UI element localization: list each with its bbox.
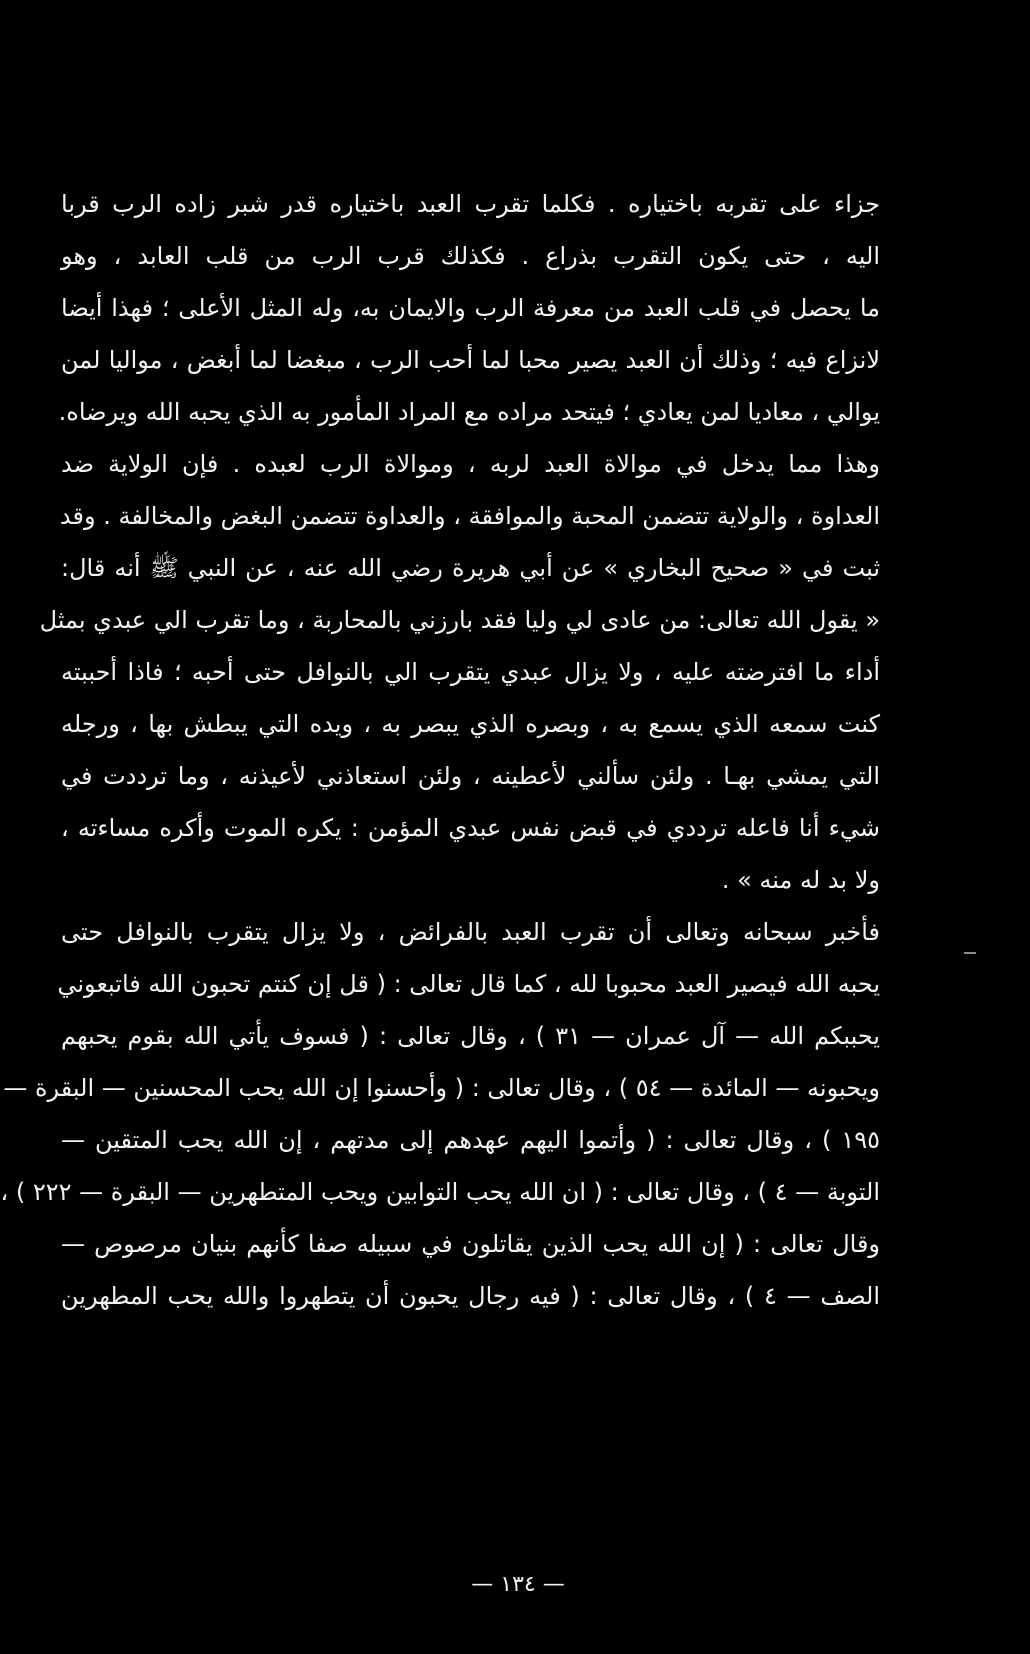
text-line: العداوة ، والولاية تتضمن المحبة والموافقة ، والعداوة تتضمن البغض والمخالفة . وقد	[59, 502, 880, 530]
text-line: التوبة — ٤ ) ، وقال تعالى : ( ان الله يحب التوابين ويحب المتطهرين — البقرة — ٢٢٢ ) ،	[0, 1178, 880, 1206]
margin-mark	[964, 952, 976, 954]
text-line: « يقول الله تعالى: من عادى لي وليا فقد بارزني بالمحاربة ، وما تقرب الي عبدي بمثل	[39, 606, 880, 634]
text-line: ١٩٥ ) ، وقال تعالى : ( وأتموا اليهم عهدهم إلى مدتهم ، إن الله يحب المتقين —	[61, 1126, 880, 1154]
text-line: ثبت في « صحيح البخاري » عن أبي هريرة رضي الله عنه ، عن النبي ﷺ أنه قال:	[61, 554, 880, 582]
text-line: ما يحصل في قلب العبد من معرفة الرب والايمان به، وله المثل الأعلى ؛ فهذا أيضا	[61, 294, 880, 322]
text-line: وقال تعالى : ( إن الله يحب الذين يقاتلون في سبيله صفا كأنهم بنيان مرصوص —	[61, 1230, 880, 1258]
text-line: جزاء على تقربه باختياره . فكلما تقرب العبد باختياره قدر شبر زاده الرب قربا	[61, 190, 880, 218]
page-number: — ١٣٤ —	[471, 1572, 565, 1597]
text-line: كنت سمعه الذي يسمع به ، وبصره الذي يبصر به ، ويده التي يبطش بها ، ورجله	[61, 710, 880, 738]
text-line: وهذا مما يدخل في موالاة العبد لربه ، وموالاة الرب لعبده . فإن الولاية ضد	[61, 450, 880, 478]
text-line: شيء أنا فاعله ترددي في قبض نفس عبدي المؤمن : يكره الموت وأكره مساءته ،	[61, 814, 880, 842]
text-line: اليه ، حتى يكون التقرب بذراع . فكذلك قرب الرب من قلب العابد ، وهو	[61, 242, 880, 270]
text-line: الصف — ٤ ) ، وقال تعالى : ( فيه رجال يحبون أن يتطهروا والله يحب المطهرين	[61, 1282, 880, 1310]
text-line: ولا بد له منه » .	[721, 866, 880, 894]
text-line: أداء ما افترضته عليه ، ولا يزال عبدي يتقرب الي بالنوافل حتى أحبه ؛ فاذا أحببته	[61, 658, 880, 686]
text-line: فأخبر سبحانه وتعالى أن تقرب العبد بالفرائض ، ولا يزال يتقرب بالنوافل حتى	[61, 918, 880, 946]
text-line: لانزاع فيه ؛ وذلك أن العبد يصير محبا لما أحب الرب ، مبغضا لما أبغض ، مواليا لمن	[61, 346, 880, 374]
text-line: يوالي ، معاديا لمن يعادي ؛ فيتحد مراده مع المراد المأمور به الذي يحبه الله ويرضاه.	[58, 398, 880, 426]
text-line: ويحبونه — المائدة — ٥٤ ) ، وقال تعالى : ( وأحسنوا إن الله يحب المحسنين — البقرة —	[3, 1074, 880, 1102]
text-line: يحبه الله فيصير العبد محبوبا لله ، كما قال تعالى : ( قل إن كنتم تحبون الله فاتبعوني	[57, 970, 880, 998]
body-text	[0, 178, 880, 1322]
text-line: التي يمشي بهـا . ولئن سألني لأعطينه ، ولئن استعاذني لأعيذنه ، وما ترددت في	[61, 762, 880, 790]
text-line: يحببكم الله — آل عمران — ٣١ ) ، وقال تعالى : ( فسوف يأتي الله بقوم يحبهم	[61, 1022, 880, 1050]
